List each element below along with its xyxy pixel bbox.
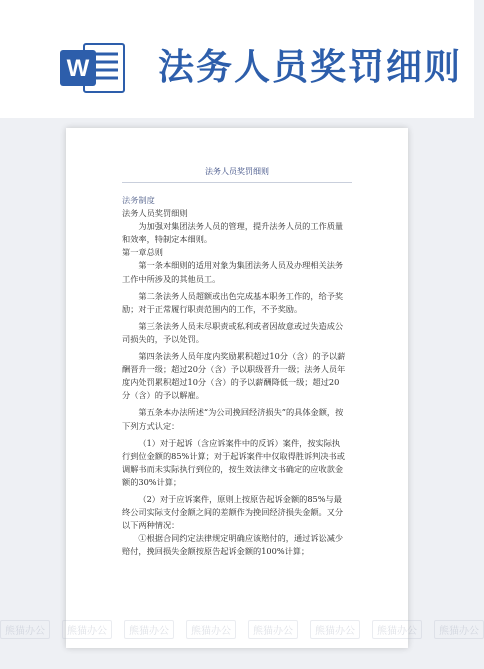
banner-title: 法务人员奖罚细则 [158,47,463,88]
paragraph: 第四条法务人员年度内奖励累积超过10分（含）的予以薪酬晋升一级；超过20分（含）予以职级晋升一级；法务人员年度内处罚累积超过10分（含）的予以薪酬降低一级；超过20分（含）的予以解雇。 [122,351,346,401]
paragraph: 第一条本细则的适用对象为集团法务人员及办理相关法务工作中所涉及的其他员工。 [122,260,344,284]
watermark-chip: 熊猫办公 [0,620,50,639]
word-document-icon [58,38,128,98]
chapter-heading: 第一章总则 [122,247,163,258]
watermark-chip: 熊猫办公 [310,620,360,639]
watermark-chip: 熊猫办公 [372,620,422,639]
watermark-strip [0,620,479,669]
document-body [122,194,346,558]
watermark-chip: 熊猫办公 [124,620,174,639]
watermark-row [0,620,479,639]
paragraph: （1）对于起诉（含应诉案件中的反诉）案件，按实际执行到位金额的85%计算；对于起诉案件中仅取得胜诉判决书或调解书而未实际执行到位的，按生效法律文书确定的应收款金额的30%计算； [122,437,345,487]
paragraph: ①根据合同约定法律规定明确应该赔付的，通过诉讼减少赔付，挽回损失金额按原告起诉金额的100%计算； [122,533,344,557]
paragraph: 第三条法务人员未尽职责或私利或者因故意或过失造成公司损失的，予以处罚。 [122,320,344,344]
watermark-chip: 熊猫办公 [434,620,484,639]
paragraph: 为加强对集团法务人员的管理，提升法务人员的工作质量和效率，特制定本细则。 [122,221,344,245]
watermark-chip: 熊猫办公 [186,620,236,639]
document-heading: 法务人员奖罚细则 [205,167,269,176]
document-page [66,128,408,648]
word-logo-letter: W [66,55,90,82]
watermark-chip: 熊猫办公 [62,620,112,639]
watermark-chip: 熊猫办公 [248,620,298,639]
paragraph: 第五条本办法所述“为公司挽回经济损失”的具体金额，按下列方式认定： [122,407,344,431]
document-category: 法务制度 [122,195,155,205]
heading-divider [122,182,352,183]
paragraph: （2）对于应诉案件，原则上按原告起诉金额的85%与最终公司实际支付金额之间的差额作为挽回经济损失金额。又分以下两种情况： [122,493,344,531]
paragraph: 法务人员奖罚细则 [122,208,188,219]
paragraph: 第二条法务人员超额或出色完成基本职务工作的，给予奖励；对于正常履行职责范围内的工作，不予奖励。 [122,290,344,314]
header-banner [0,0,474,118]
